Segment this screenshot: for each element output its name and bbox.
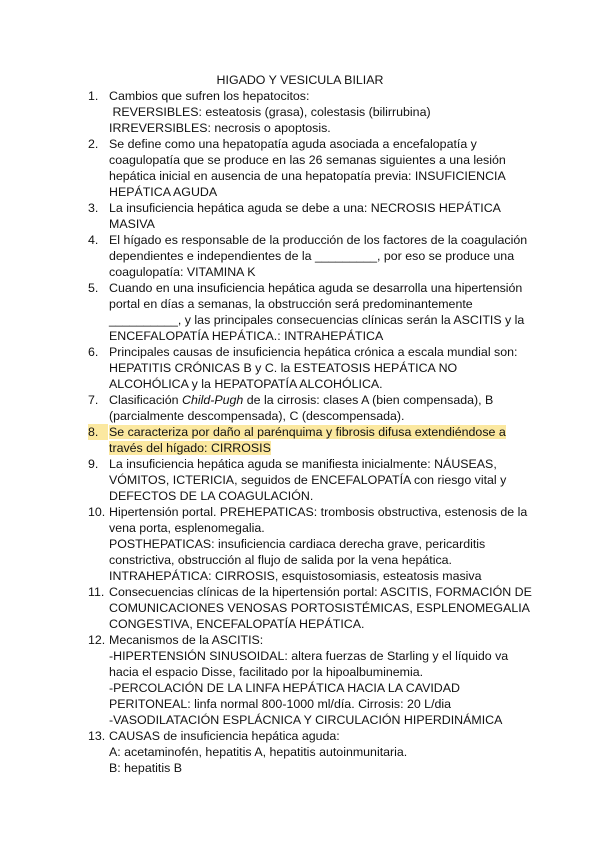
- item-line: ALCOHÓLICA y la HEPATOPATÍA ALCOHÓLICA.: [109, 377, 383, 391]
- item-text: [109, 200, 539, 232]
- item-line: POSTHEPATICAS: insuficiencia cardiaca derecha grave, pericarditis: [109, 537, 486, 551]
- item-line: Consecuencias clínicas de la hipertensión portal: ASCITIS, FORMACIÓN DE: [109, 585, 532, 599]
- item-line: CONGESTIVA, ENCEFALOPATÍA HEPÁTICA.: [109, 617, 365, 631]
- item-line: hepática inicial en ausencia de una hepatopatía previa: INSUFICIENCIA: [109, 169, 506, 183]
- item-line: hacia el espacio Disse, facilitado por la hipoalbuminemia.: [109, 665, 424, 679]
- item-number: 13.: [88, 729, 106, 743]
- item-number: 10.: [88, 505, 106, 519]
- item-number: 2.: [88, 137, 99, 151]
- child-pugh-term: Child-Pugh: [182, 393, 244, 407]
- item-line: vena porta, esplenomegalia.: [109, 521, 265, 535]
- item-line: La insuficiencia hepática aguda se debe a una: NECROSIS HEPÁTICA: [109, 201, 501, 215]
- item-line: INTRAHEPÁTICA: CIRROSIS, esquistosomiasis, esteatosis masiva: [109, 569, 482, 583]
- item-line: portal en días a semanas, la obstrucción será predominantemente: [109, 297, 473, 311]
- item-line: IRREVERSIBLES: necrosis o apoptosis.: [109, 121, 331, 135]
- item-line: PERITONEAL: linfa normal 800-1000 ml/día. Cirrosis: 20 L/dia: [109, 697, 452, 711]
- item-line: dependientes e independientes de la _________, por eso se produce una: [109, 249, 515, 263]
- item-text: [109, 504, 539, 584]
- item-text: [109, 232, 539, 280]
- item-line: La insuficiencia hepática aguda se manifiesta inicialmente: NÁUSEAS,: [109, 457, 497, 471]
- item-line: HEPÁTICA AGUDA: [109, 185, 218, 199]
- item-line: -VASODILATACIÓN ESPLÁCNICA Y CIRCULACIÓN HIPERDINÁMICA: [109, 713, 503, 727]
- item-text: [109, 136, 539, 200]
- item-line: [109, 392, 539, 408]
- item-line: MASIVA: [109, 217, 155, 231]
- item-line: -PERCOLACIÓN DE LA LINFA HEPÁTICA HACIA LA CAVIDAD: [109, 681, 460, 695]
- item-line: HEPATITIS CRÓNICAS B y C. la ESTEATOSIS HEPÁTICA NO: [109, 361, 458, 375]
- item-number: 7.: [88, 393, 99, 407]
- document-title: HIGADO Y VESICULA BILIAR: [216, 73, 384, 87]
- item-text: [109, 280, 539, 344]
- item-line: VÓMITOS, ICTERICIA, seguidos de ENCEFALOPATÍA con riesgo vital y: [109, 473, 507, 487]
- item-line: (parcialmente descompensada), C (descompensada).: [109, 409, 405, 423]
- item-line: coagulopatía que se produce en las 26 semanas siguientes a una lesión: [109, 153, 506, 167]
- item-line: CAUSAS de insuficiencia hepática aguda:: [109, 729, 340, 743]
- item-number: 9.: [88, 457, 99, 471]
- item-text: [109, 424, 539, 456]
- item-line: B: hepatitis B: [109, 761, 183, 775]
- item-line: DEFECTOS DE LA COAGULACIÓN.: [109, 489, 314, 503]
- item-line: COMUNICACIONES VENOSAS PORTOSISTÉMICAS, ESPLENOMEGALIA: [109, 601, 530, 615]
- item-line: -HIPERTENSIÓN SINUSOIDAL: altera fuerzas de Starling y el líquido va: [109, 649, 509, 663]
- item-line: __________, y las principales consecuencias clínicas serán la ASCITIS y la: [109, 313, 525, 327]
- item-line: Mecanismos de la ASCITIS:: [109, 633, 264, 647]
- item-line: Cuando en una insuficiencia hepática aguda se desarrolla una hipertensión: [109, 281, 523, 295]
- highlighted-line: Se caracteriza por daño al parénquima y fibrosis difusa extendiéndose a: [109, 425, 506, 439]
- item-number: 5.: [88, 281, 99, 295]
- item-line: constrictiva, obstrucción al flujo de salida por la vena hepática.: [109, 553, 452, 567]
- item-text: [109, 584, 539, 632]
- item-line: A: acetaminofén, hepatitis A, hepatitis autoinmunitaria.: [109, 745, 408, 759]
- item-number: 3.: [88, 201, 99, 215]
- item-line: ENCEFALOPATÍA HEPÁTICA.: INTRAHEPÁTICA: [109, 329, 384, 343]
- item-text: [109, 456, 539, 504]
- item-line-part: de la cirrosis: clases A (bien compensada), B: [243, 393, 494, 407]
- item-text: [109, 344, 539, 392]
- item-text: [109, 88, 539, 136]
- item-line-part: Clasificación: [109, 393, 182, 407]
- item-line: El hígado es responsable de la producción de los factores de la coagulación: [109, 233, 528, 247]
- item-text: [109, 632, 539, 728]
- item-number: 1.: [88, 89, 99, 103]
- item-number: 6.: [88, 345, 99, 359]
- item-number: 11.: [88, 585, 105, 599]
- item-number: 8.: [88, 424, 108, 440]
- highlighted-line: través del hígado: CIRROSIS: [109, 441, 271, 455]
- item-line: Hipertensión portal. PREHEPATICAS: trombosis obstructiva, estenosis de la: [109, 505, 528, 519]
- item-line: Cambios que sufren los hepatocitos:: [109, 89, 310, 103]
- item-text: [109, 728, 539, 776]
- item-text: [109, 392, 539, 424]
- item-line: Principales causas de insuficiencia hepática crónica a escala mundial son:: [109, 345, 518, 359]
- item-line: Se define como una hepatopatía aguda asociada a encefalopatía y: [109, 137, 477, 151]
- item-number: 12.: [88, 633, 106, 647]
- item-number: 4.: [88, 233, 99, 247]
- item-line: coagulopatía: VITAMINA K: [109, 265, 256, 279]
- item-line: REVERSIBLES: esteatosis (grasa), colestasis (bilirrubina): [109, 105, 431, 119]
